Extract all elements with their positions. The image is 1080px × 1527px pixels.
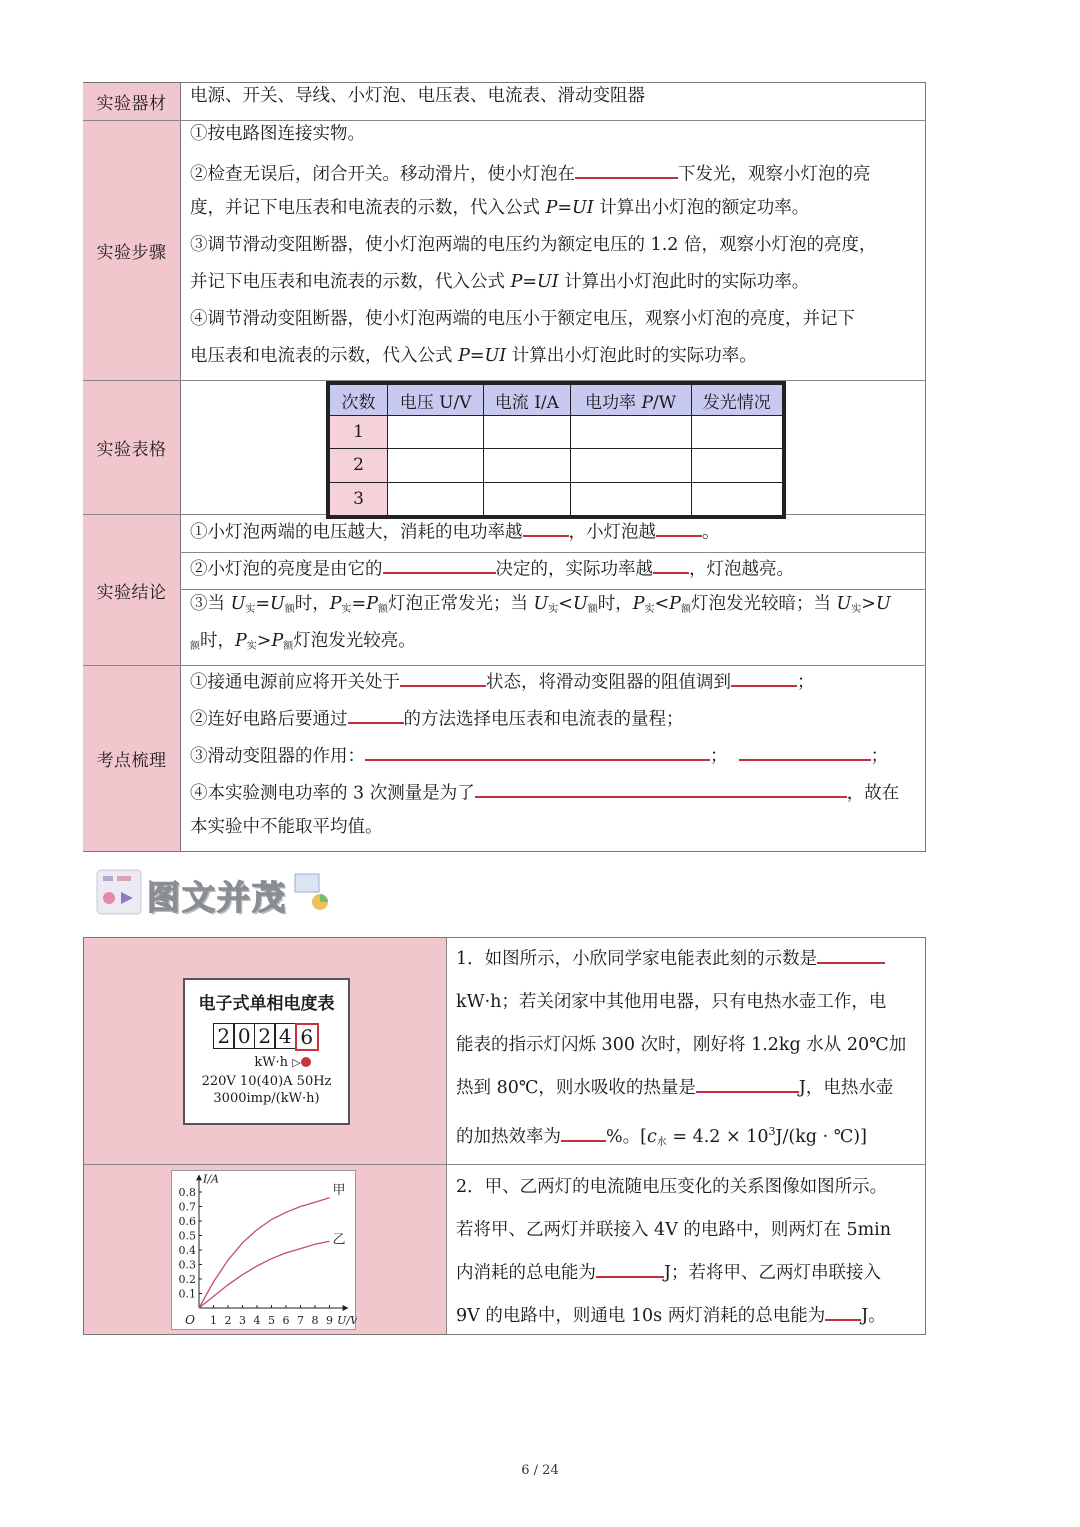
y-tick-label: 0.4: [178, 1244, 196, 1257]
table-row: [330, 449, 783, 482]
label-steps: 实验步骤: [83, 121, 181, 380]
answer-blank[interactable]: [653, 554, 689, 574]
meter-unit-row: [185, 1055, 348, 1070]
step-3-line-2: 并记下电压表和电流表的示数，代入公式 P=UI 计算出小灯泡此时的实际功率。: [190, 272, 810, 292]
answer-blank[interactable]: [596, 1258, 664, 1278]
answer-blank[interactable]: [696, 1073, 799, 1093]
label-conclusion: 实验结论: [83, 515, 181, 665]
column-divider: [446, 938, 447, 1334]
header-current: 电流 I/A: [484, 385, 570, 416]
step-1: ①按电路图连接实物。: [190, 124, 365, 144]
conclusion-3-line-2: $_额$时，$P_实>P_额$灯泡发光较亮。: [190, 631, 416, 652]
point-4-line-1: ④本实验测电功率的 3 次测量是为了 ，故在: [190, 778, 899, 805]
label-equipment: 实验器材: [83, 83, 181, 120]
step-4-line-2: 电压表和电流表的示数，代入公式 P=UI 计算出小灯泡此时的实际功率。: [190, 346, 757, 366]
y-tick-label: 0.2: [178, 1273, 196, 1286]
meter-spec-1: 220V 10(40)A 50Hz: [201, 1074, 332, 1089]
meter-spec-2: 3000imp/(kW·h): [213, 1091, 320, 1106]
question-2: [456, 1166, 918, 1338]
page-number: 6 / 24: [521, 1463, 559, 1478]
question-2-line-1: 2．甲、乙两灯的电流随电压变化的关系图像如图所示。: [456, 1177, 888, 1197]
indicator-light-icon: [301, 1057, 311, 1067]
answer-blank[interactable]: [365, 741, 710, 761]
answer-blank[interactable]: [561, 1121, 606, 1141]
meter-unit: kW·h: [254, 1055, 289, 1070]
answer-blank[interactable]: [400, 667, 486, 687]
answer-blank[interactable]: [739, 741, 871, 761]
y-tick-label: 0.6: [178, 1215, 196, 1228]
row-number: 2: [330, 449, 388, 482]
record-table: [326, 381, 786, 519]
x-tick-label: 3: [239, 1314, 246, 1327]
iv-graph: [172, 1171, 357, 1331]
iv-graph-frame: [171, 1170, 356, 1330]
header-count: 次数: [330, 385, 388, 416]
meter-digit: 2: [213, 1023, 235, 1049]
question-1-line-3: 能表的指示灯闪烁 300 次时，刚好将 1.2kg 水从 20℃加: [456, 1035, 907, 1055]
y-axis-arrow-icon: [196, 1174, 202, 1180]
row-divider: [180, 589, 926, 590]
conclusion-3-line-1: ③当 $U_实=U_额$时，$P_实=P_额$灯泡正常发光；当 $U_实<U_额$时，$P_实<P_额$灯泡发光较暗；当 $U_实>U$: [190, 594, 891, 615]
point-3: ③滑动变阻器的作用： ； ；: [190, 741, 888, 768]
question-2-line-2: 若将甲、乙两灯并联接入 4V 的电路中，则两灯在 5min: [456, 1220, 892, 1240]
answer-blank[interactable]: [731, 667, 797, 687]
question-1-line-2: kW·h；若关闭家中其他用电器，只有电热水壶工作，电: [456, 992, 887, 1012]
answer-blank[interactable]: [656, 517, 702, 537]
header-voltage: 电压 U/V: [388, 385, 484, 416]
step-2-line-2: 度，并记下电压表和电流表的示数，代入公式 P=UI 计算出小灯泡的额定功率。: [190, 198, 810, 218]
meter-digit: 2: [254, 1023, 276, 1049]
meter-display: [185, 1023, 348, 1051]
question-1-line-1: 1．如图所示，小欣同学家电能表此刻的示数是: [456, 938, 918, 981]
section-banner: [95, 866, 340, 920]
x-tick-label: 2: [224, 1314, 232, 1327]
table-row: [330, 416, 783, 449]
x-tick-label: 6: [282, 1314, 290, 1327]
banner-title: 图文并茂: [147, 878, 287, 917]
answer-blank[interactable]: [825, 1301, 861, 1321]
question-1: [456, 938, 918, 1164]
meter-digit-decimal: 6: [295, 1023, 319, 1051]
y-tick-label: 0.5: [178, 1229, 196, 1243]
step-3-line-1: ③调节滑动变阻断器，使小灯泡两端的电压约为额定电压的 1.2 倍，观察小灯泡的亮度，: [190, 235, 877, 255]
question-1-line-5: 的加热效率为 %。[$c_水 = 4.2 \times 10^3J/(kg$ · ℃)]: [456, 1110, 918, 1164]
step-2-line-1: ②检查无误后，闭合开关。移动滑片，使小灯泡在 下发光，观察小灯泡的亮: [190, 159, 871, 186]
energy-meter: [183, 978, 350, 1125]
row-divider: [83, 120, 926, 121]
label-points: 考点梳理: [83, 666, 181, 851]
question-1-line-4: 热到 80℃，则水吸收的热量是 J，电热水壶: [456, 1067, 918, 1110]
origin-label: O: [185, 1313, 195, 1327]
question-2-line-3: 内消耗的总电能为 J；若将甲、乙两灯串联接入: [456, 1252, 918, 1295]
answer-blank[interactable]: [817, 944, 885, 964]
point-4-line-2: 本实验中不能取平均值。: [190, 817, 383, 837]
x-tick-label: 1: [210, 1314, 217, 1327]
answer-blank[interactable]: [348, 704, 404, 724]
answer-blank[interactable]: [575, 159, 678, 179]
point-1: ①接通电源前应将开关处于 状态，将滑动变阻器的阻值调到 ；: [190, 667, 815, 694]
conclusion-1: ①小灯泡两端的电压越大，消耗的电功率越 ，小灯泡越 。: [190, 517, 720, 544]
answer-blank[interactable]: [383, 554, 496, 574]
meter-digit: 0: [233, 1023, 255, 1049]
label-table: 实验表格: [83, 381, 181, 514]
y-tick-label: 0.8: [178, 1186, 196, 1199]
question-2-line-4: 9V 的电路中，则通电 10s 两灯消耗的总电能为 J。: [456, 1295, 918, 1338]
table-row: [330, 482, 783, 515]
row-divider: [180, 552, 926, 553]
step-4-line-1: ④调节滑动变阻断器，使小灯泡两端的电压小于额定电压，观察小灯泡的亮度，并记下: [190, 309, 855, 329]
x-tick-label: 8: [311, 1314, 319, 1327]
y-tick-label: 0.7: [178, 1200, 196, 1214]
equipment-text: 电源、开关、导线、小灯泡、电压表、电流表、滑动变阻器: [190, 86, 645, 106]
x-axis-label: U/V: [337, 1314, 357, 1327]
meter-title: 电子式单相电度表: [198, 994, 335, 1014]
x-tick-label: 5: [268, 1314, 275, 1327]
meter-digit: 4: [274, 1023, 296, 1049]
y-tick-label: 0.3: [178, 1258, 196, 1272]
row-divider: [83, 665, 926, 666]
answer-blank[interactable]: [475, 778, 847, 798]
row-number: 1: [330, 416, 388, 449]
row-number: 3: [330, 482, 388, 515]
x-axis-arrow-icon: [343, 1305, 349, 1311]
conclusion-2: ②小灯泡的亮度是由它的 决定的，实际功率越 ，灯泡越亮。: [190, 554, 794, 581]
header-power: 电功率 P/W: [570, 385, 691, 416]
indicator-arrow-icon: ▷: [292, 1056, 301, 1069]
y-axis-label: I/A: [203, 1172, 219, 1186]
series-line-0: [199, 1198, 330, 1308]
x-tick-label: 7: [297, 1314, 304, 1327]
x-tick-label: 9: [326, 1314, 333, 1327]
answer-blank[interactable]: [523, 517, 569, 537]
series-label-0: 甲: [332, 1182, 346, 1198]
point-2: ②连好电路后要通过 的方法选择电压表和电流表的量程；: [190, 704, 684, 731]
x-tick-label: 4: [253, 1314, 261, 1327]
row-divider: [83, 1164, 926, 1165]
series-label-1: 乙: [332, 1232, 346, 1248]
y-tick-label: 0.1: [178, 1287, 196, 1301]
header-brightness: 发光情况: [691, 385, 782, 416]
